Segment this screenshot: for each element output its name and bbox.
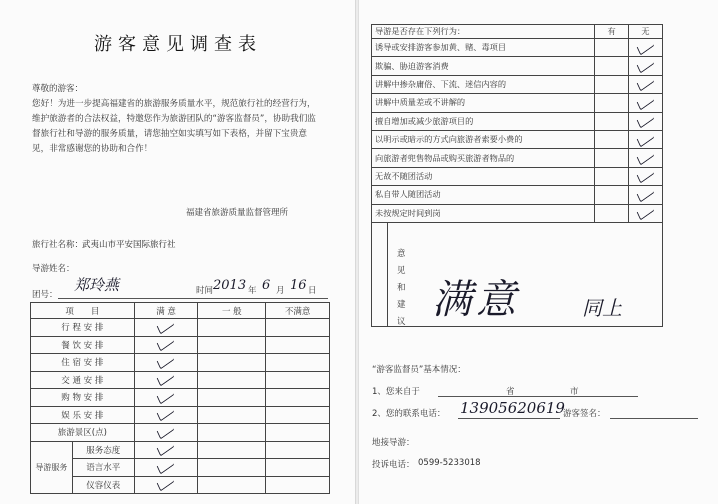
behaviour-yes-cell[interactable] [595, 94, 629, 112]
behaviour-no-cell[interactable] [629, 204, 663, 222]
behaviour-item: 诱导或安排游客参加黄、赌、毒项目 [372, 39, 595, 57]
complaint-phone: 0599-5233018 [418, 458, 481, 468]
sat-header-satisfied: 满 意 [134, 303, 198, 319]
sat-average-cell[interactable] [198, 319, 266, 337]
sat-unsatisfied-cell[interactable] [266, 441, 330, 459]
time-year: 2013 [213, 278, 247, 293]
behaviour-item: 无故不随团活动 [372, 167, 595, 185]
behaviour-yes-cell[interactable] [595, 186, 629, 204]
sat-header-item: 项 目 [31, 303, 135, 319]
group-label: 团号： [32, 290, 58, 300]
opinion-label-cell [372, 222, 388, 326]
behaviour-no-cell[interactable] [629, 39, 663, 57]
sat-average-cell[interactable] [198, 354, 266, 372]
behaviour-item: 擅自增加或减少旅游项目的 [372, 112, 595, 130]
guide-service-item: 服务态度 [72, 441, 134, 459]
behaviour-no-cell[interactable] [629, 186, 663, 204]
check-mark-icon [155, 320, 177, 332]
sat-check-cell[interactable] [134, 371, 198, 389]
page-fold [355, 0, 359, 504]
behaviour-yes-cell[interactable] [595, 39, 629, 57]
sat-average-cell[interactable] [198, 371, 266, 389]
signature-label: 游客签名： [563, 409, 606, 419]
guide-name-value: 郑玲燕 [74, 276, 120, 294]
sat-row-label: 购 物 安 排 [31, 389, 135, 407]
phone-line [458, 418, 560, 419]
sat-unsatisfied-cell[interactable] [266, 336, 330, 354]
sat-unsatisfied-cell[interactable] [266, 319, 330, 337]
sat-unsatisfied-cell[interactable] [266, 424, 330, 442]
satisfaction-table [30, 302, 330, 494]
check-mark-icon [635, 41, 657, 53]
check-mark-icon [635, 188, 657, 200]
guide-service-label: 导游服务 [31, 441, 73, 494]
sat-row-label: 住 宿 安 排 [31, 354, 135, 372]
guide-name-label: 导游姓名： [32, 264, 75, 274]
sat-check-cell[interactable] [134, 424, 198, 442]
sat-row-label: 娱 乐 安 排 [31, 406, 135, 424]
origin-line[interactable] [438, 396, 638, 397]
group-line [58, 298, 328, 299]
behaviour-no-cell[interactable] [629, 57, 663, 75]
time-label: 时间 [196, 286, 214, 296]
check-mark-icon [635, 59, 657, 71]
sat-check-cell[interactable] [134, 336, 198, 354]
sat-unsatisfied-cell[interactable] [266, 406, 330, 424]
agency-label: 旅行社名称： [32, 240, 84, 250]
check-mark-icon [635, 206, 657, 218]
time-month: 6 [262, 278, 271, 293]
behaviour-yes-cell[interactable] [595, 149, 629, 167]
supervisor-heading: “游客监督员”基本情况： [372, 365, 466, 375]
signature-line[interactable] [610, 418, 698, 419]
sat-average-cell[interactable] [198, 389, 266, 407]
behaviour-no-cell[interactable] [629, 75, 663, 93]
sat-average-cell[interactable] [198, 441, 266, 459]
time-day-unit: 日 [308, 286, 317, 296]
behaviour-no-cell[interactable] [629, 94, 663, 112]
sat-unsatisfied-cell[interactable] [266, 476, 330, 494]
phone-value: 13905620619 [460, 399, 565, 417]
time-month-unit: 月 [276, 286, 285, 296]
behaviour-yes-cell[interactable] [595, 75, 629, 93]
behaviour-item: 讲解中掺杂庸俗、下流、迷信内容的 [372, 75, 595, 93]
check-mark-icon [155, 477, 177, 489]
sat-average-cell[interactable] [198, 336, 266, 354]
behaviour-item: 讲解中质量差或不讲解的 [372, 94, 595, 112]
behaviour-yes-cell[interactable] [595, 204, 629, 222]
sat-check-cell[interactable] [134, 459, 198, 477]
sat-header-average: 一 般 [198, 303, 266, 319]
check-mark-icon [635, 151, 657, 163]
local-guide-label: 地接导游： [372, 438, 415, 448]
time-day: 16 [290, 278, 307, 293]
behaviour-item: 私自带人随团活动 [372, 186, 595, 204]
check-mark-icon [635, 96, 657, 108]
sat-row-label: 行 程 安 排 [31, 319, 135, 337]
sat-header-unsatisfied: 不满意 [266, 303, 330, 319]
check-mark-icon [635, 114, 657, 126]
behaviour-header-no: 无 [629, 25, 663, 39]
sat-unsatisfied-cell[interactable] [266, 371, 330, 389]
check-mark-icon [635, 169, 657, 181]
province-label: 省 [506, 387, 515, 397]
check-mark-icon [155, 355, 177, 367]
behaviour-item: 欺骗、胁迫游客消费 [372, 57, 595, 75]
sat-row-label: 交 通 安 排 [31, 371, 135, 389]
complaint-label: 投诉电话： [372, 460, 415, 470]
behaviour-header-yes: 有 [595, 25, 629, 39]
behaviour-no-cell[interactable] [629, 130, 663, 148]
check-mark-icon [155, 442, 177, 454]
check-mark-icon [155, 407, 177, 419]
behaviour-no-cell[interactable] [629, 112, 663, 130]
sat-average-cell[interactable] [198, 424, 266, 442]
behaviour-yes-cell[interactable] [595, 130, 629, 148]
sat-check-cell[interactable] [134, 389, 198, 407]
sat-check-cell[interactable] [134, 441, 198, 459]
guide-service-item: 语言水平 [72, 459, 134, 477]
intro-paragraph: 您好！为进一步提高福建省的旅游服务质量水平，规范旅行社的经营行为，维护旅游者的合法权益，特邀您作为旅游团队的“游客监督员”，协助我们监督旅行社和导游的服务质量，请您抽空如实填写如下表格，并留下宝贵意见，非常感谢您的协助和合作！ [32, 99, 316, 154]
check-mark-icon [635, 133, 657, 145]
sat-average-cell[interactable] [198, 406, 266, 424]
sat-unsatisfied-cell[interactable] [266, 459, 330, 477]
sat-check-cell[interactable] [134, 319, 198, 337]
check-mark-icon [155, 390, 177, 402]
origin-label: 1、您来自于 [372, 387, 420, 397]
opinion-label: 意见和建议 [397, 249, 406, 327]
check-mark-icon [155, 460, 177, 472]
check-mark-icon [155, 337, 177, 349]
sat-unsatisfied-cell[interactable] [266, 354, 330, 372]
behaviour-item: 以明示或暗示的方式向旅游者索要小费的 [372, 130, 595, 148]
behaviour-item: 向旅游者兜售物品或购买旅游者物品的 [372, 149, 595, 167]
sat-row-label: 旅游景区(点) [31, 424, 135, 442]
check-mark-icon [155, 372, 177, 384]
time-year-unit: 年 [248, 286, 257, 296]
salutation: 尊敬的游客： [32, 84, 84, 94]
behaviour-no-cell[interactable] [629, 149, 663, 167]
behaviour-yes-cell[interactable] [595, 112, 629, 130]
behaviour-no-cell[interactable] [629, 167, 663, 185]
sat-check-cell[interactable] [134, 354, 198, 372]
agency-value: 武夷山市平安国际旅行社 [82, 240, 176, 250]
sat-average-cell[interactable] [198, 459, 266, 477]
form-title: 游客意见调查表 [94, 34, 262, 55]
city-label: 市 [570, 387, 579, 397]
sat-unsatisfied-cell[interactable] [266, 389, 330, 407]
behaviour-yes-cell[interactable] [595, 57, 629, 75]
check-mark-icon [635, 77, 657, 89]
sat-average-cell[interactable] [198, 476, 266, 494]
behaviour-item: 未按规定时间到岗 [372, 204, 595, 222]
opinion-text-satisfied: 满意 [432, 277, 520, 323]
behaviour-yes-cell[interactable] [595, 167, 629, 185]
opinion-text-same: 同上 [582, 296, 622, 320]
guide-service-item: 仪容仪表 [72, 476, 134, 494]
behaviour-header-question: 导游是否存在下列行为： [372, 25, 595, 39]
phone-label: 2、您的联系电话： [372, 409, 446, 419]
sat-check-cell[interactable] [134, 406, 198, 424]
check-mark-icon [155, 425, 177, 437]
issuer: 福建省旅游质量监督管理所 [186, 208, 289, 218]
sat-row-label: 餐 饮 安 排 [31, 336, 135, 354]
sat-check-cell[interactable] [134, 476, 198, 494]
